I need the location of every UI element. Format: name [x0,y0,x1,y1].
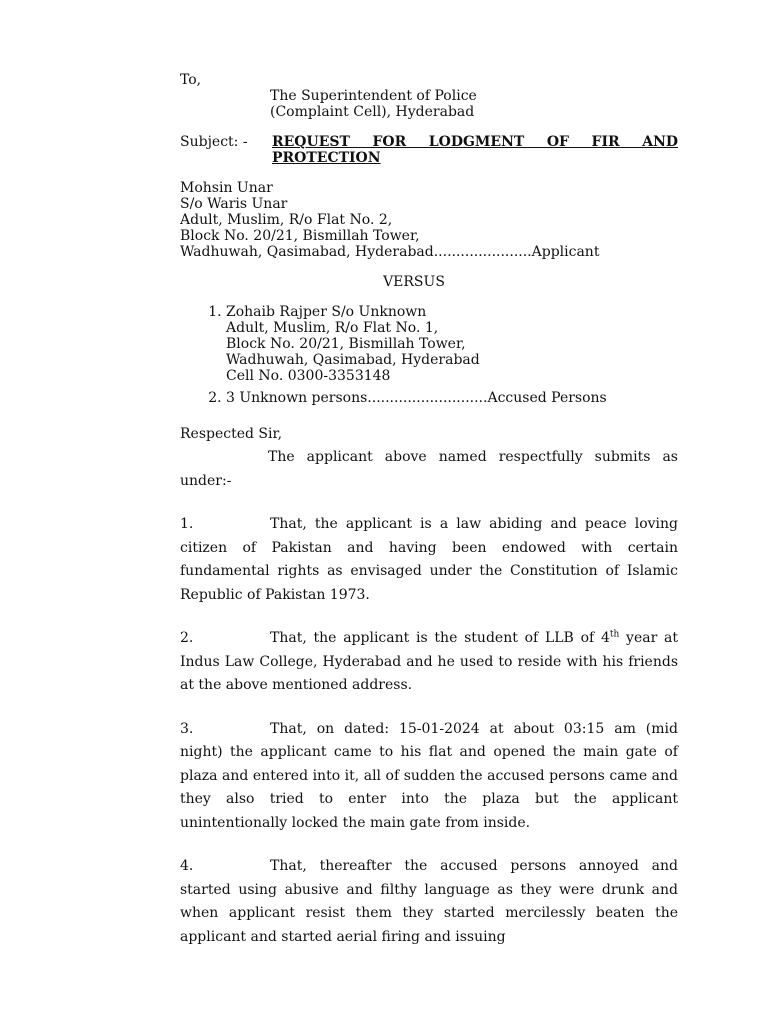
accused-item [226,304,678,384]
applicant-line: Block No. 20/21, Bismillah Tower, [180,228,420,244]
applicant-line: Mohsin Unar [180,180,273,196]
accused-line: Block No. 20/21, Bismillah Tower, [226,336,466,352]
subject-row [180,134,678,166]
to-line: To, [180,72,202,88]
paragraph-number: 4. [180,858,194,874]
applicant-block [180,180,678,260]
paragraph-number: 1. [180,516,194,532]
salutation: Respected Sir, [180,426,283,442]
opening-paragraph: The applicant above named respectfully submits as under:- [180,449,678,489]
paragraph-1 [180,513,678,607]
accused-line: Cell No. 0300-3353148 [226,368,391,384]
subject-label: Subject: - [180,134,248,150]
paragraph-text-continued: year at Indus Law College, Hyderabad and he used to reside with his friends at the above mentioned address. [180,630,678,693]
applicant-line: Adult, Muslim, R/o Flat No. 2, [180,212,393,228]
applicant-line: Wadhuwah, Qasimabad, Hyderabad......................Applicant [180,244,600,260]
accused-line: Adult, Muslim, R/o Flat No. 1, [226,320,439,336]
addressee-line-1: The Superintendent of Police [270,88,477,104]
paragraph-text: That, thereafter the accused persons annoyed and started using abusive and filthy language as they were drunk and when applicant resist them they started mercilessly beaten the applicant and started aerial firing and issuing [180,858,678,945]
ordinal-suffix: th [609,629,620,640]
applicant-line: S/o Waris Unar [180,196,288,212]
accused-item [226,390,678,406]
subject-text: REQUEST FOR LODGMENT OF FIR AND PROTECTION [272,134,678,166]
paragraph-number: 2. [180,630,194,646]
paragraph-number: 3. [180,720,194,737]
accused-line: 1. Zohaib Rajper S/o Unknown [226,304,427,320]
paragraph-4 [180,855,678,949]
accused-list [180,304,678,406]
versus-heading: VERSUS [383,274,445,290]
paragraph-text: That, the applicant is a law abiding and peace loving citizen of Pakistan and having been endowed with certain fundamental rights as envisaged under the Constitution of Islamic Republic of Pakistan 1973. [180,516,678,603]
paragraph-2 [180,627,678,698]
paragraph-text: That, the applicant is the student of LLB of 4 [270,630,610,646]
paragraph-3 [180,718,678,836]
accused-line: 2. 3 Unknown persons...........................Accused Persons [226,390,607,406]
accused-line: Wadhuwah, Qasimabad, Hyderabad [226,352,480,368]
paragraph-text: That, on dated: 15-01-2024 at about 03:15 am (mid night) the applicant came to his flat and opened the main gate of plaza and entered into it, all of sudden the accused persons came and they also tried to enter into the plaza but the applicant unintentionally locked the main gate from inside. [180,720,678,831]
addressee-line-2: (Complaint Cell), Hyderabad [270,104,475,120]
letter-page [180,72,678,949]
